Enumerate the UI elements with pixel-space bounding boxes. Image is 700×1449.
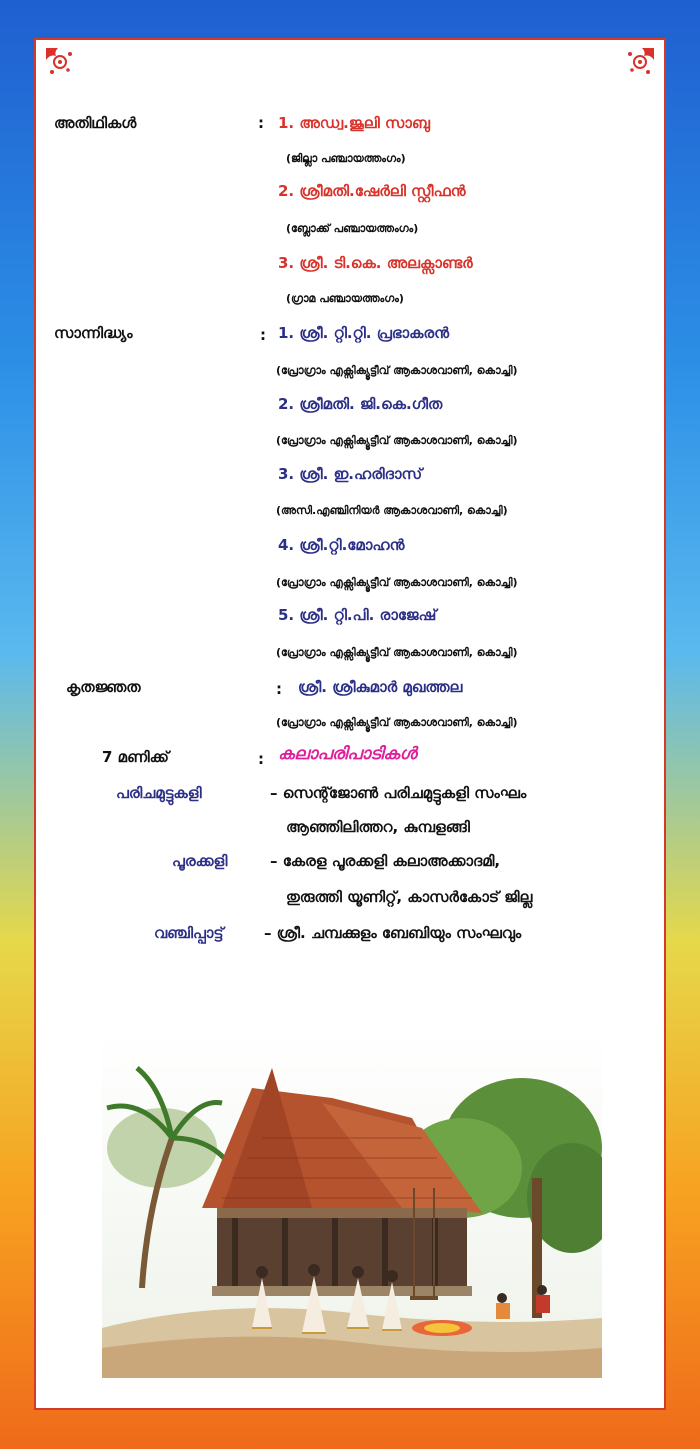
program-label: പരിചമുട്ടുകളി — [116, 784, 202, 802]
gratitude-name: ശ്രീ. ശ്രീകുമാർ മുഖത്തല — [298, 678, 463, 696]
colon: : — [276, 680, 282, 698]
presence-role: (അസി.എഞ്ചിനിയർ ആകാശവാണി, കൊച്ചി) — [276, 504, 508, 517]
program-line: – കേരള പൂരക്കളി കലാഅക്കാദമി, — [270, 852, 501, 870]
colon: : — [258, 114, 264, 132]
guest-role: (ഗ്രാമ പഞ്ചായത്തംഗം) — [286, 292, 404, 305]
presence-name: 3. ശ്രീ. ഇ.ഹരിദാസ് — [278, 465, 423, 483]
guest-name: 3. ശ്രീ. ടി.കെ. അലക്സാണ്ടർ — [278, 254, 473, 272]
presence-name: 5. ശ്രീ. റ്റി.പി. രാജേഷ് — [278, 606, 437, 624]
guests-label: അതിഥികൾ — [54, 114, 137, 132]
program-line: ആഞ്ഞിലിത്തറ, കുമ്പളങ്ങി — [286, 818, 470, 836]
guest-role: (ബ്ലോക്ക് പഞ്ചായത്തംഗം) — [286, 222, 419, 235]
invitation-card — [34, 38, 666, 1410]
program-line: തുരുത്തി യൂണിറ്റ്, കാസർകോട് ജില്ല — [286, 888, 533, 906]
presence-role: (പ്രോഗ്രാം എക്സിക്യൂട്ടീവ് ആകാശവാണി, കൊച്ചി) — [276, 364, 518, 377]
program-line: – സെന്റ്ജോൺ പരിചമുട്ടുകളി സംഘം — [270, 784, 527, 802]
evening-time: 7 മണിക്ക് — [102, 748, 169, 766]
evening-title: കലാപരിപാടികൾ — [278, 744, 417, 764]
presence-name: 1. ശ്രീ. റ്റി.റ്റി. പ്രഭാകരൻ — [278, 324, 450, 342]
presence-name: 4. ശ്രീ.റ്റി.മോഹൻ — [278, 536, 405, 554]
program-label: വഞ്ചിപ്പാട്ട് — [154, 924, 224, 942]
program-label: പൂരക്കളി — [172, 852, 228, 870]
guest-role: (ജില്ലാ പഞ്ചായത്തംഗം) — [286, 152, 406, 165]
floral-corner-icon — [44, 46, 78, 80]
guest-name: 2. ശ്രീമതി.ഷേർലി സ്റ്റീഫൻ — [278, 182, 466, 200]
kerala-house-illustration — [102, 1028, 602, 1378]
program-line: – ശ്രീ. ചമ്പക്കുളം ബേബിയും സംഘവും — [264, 924, 522, 942]
guest-name: 1. അഡ്വ.ജൂലി സാബു — [278, 114, 430, 132]
presence-name: 2. ശ്രീമതി. ജി.കെ.ഗീത — [278, 395, 443, 413]
presence-role: (പ്രോഗ്രാം എക്സിക്യൂട്ടീവ് ആകാശവാണി, കൊച്ചി) — [276, 576, 518, 589]
floral-corner-icon — [622, 46, 656, 80]
gratitude-label: കൃതജ്ഞത — [66, 678, 141, 696]
presence-role: (പ്രോഗ്രാം എക്സിക്യൂട്ടീവ് ആകാശവാണി, കൊച്ചി) — [276, 434, 518, 447]
colon: : — [258, 750, 264, 768]
presence-label: സാന്നിദ്ധ്യം — [54, 324, 133, 342]
presence-role: (പ്രോഗ്രാം എക്സിക്യൂട്ടീവ് ആകാശവാണി, കൊച്ചി) — [276, 646, 518, 659]
colon: : — [260, 326, 266, 344]
gratitude-role: (പ്രോഗ്രാം എക്സിക്യൂട്ടീവ് ആകാശവാണി, കൊച്ചി) — [276, 716, 518, 729]
